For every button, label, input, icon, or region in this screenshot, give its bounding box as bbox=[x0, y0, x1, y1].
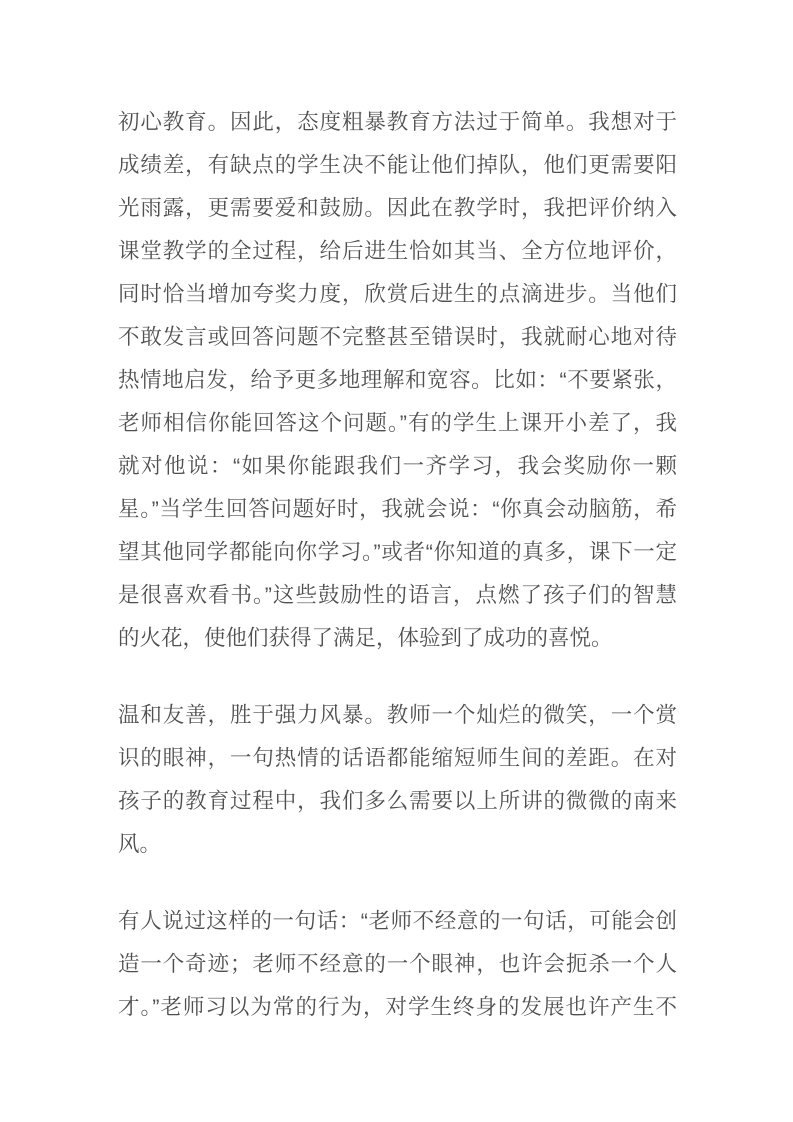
text-line: 不敢发言或回答问题不完整甚至错误时，我就耐心地对待 bbox=[118, 325, 677, 349]
text-line: 是很喜欢看书。”这些鼓励性的语言，点燃了孩子们的智慧 bbox=[118, 583, 677, 607]
text-line: 初心教育。因此，态度粗暴教育方法过于简单。我想对于 bbox=[118, 110, 677, 134]
text-line: 热情地启发，给予更多地理解和宽容。比如：“不要紧张， bbox=[118, 368, 677, 392]
text-line: 望其他同学都能向你学习。”或者“你知道的真多，课下一定 bbox=[118, 540, 677, 564]
text-line: 就对他说：“如果你能跟我们一齐学习，我会奖励你一颗 bbox=[118, 454, 677, 478]
text-line: 风。 bbox=[118, 832, 162, 856]
text-line: 星。”当学生回答问题好时，我就会说：“你真会动脑筋，希 bbox=[118, 497, 677, 521]
paragraph bbox=[118, 694, 677, 866]
text-line: 孩子的教育过程中，我们多么需要以上所讲的微微的南来 bbox=[118, 789, 677, 813]
text-line: 有人说过这样的一句话：“老师不经意的一句话，可能会创 bbox=[118, 909, 677, 933]
text-line: 课堂教学的全过程，给后进生恰如其当、全方位地评价， bbox=[118, 239, 677, 263]
text-line: 的火花，使他们获得了满足，体验到了成功的喜悦。 bbox=[118, 626, 613, 650]
text-line: 成绩差，有缺点的学生决不能让他们掉队，他们更需要阳 bbox=[118, 153, 677, 177]
text-line: 温和友善，胜于强力风暴。教师一个灿烂的微笑，一个赏 bbox=[118, 703, 677, 727]
text-line: 光雨露，更需要爱和鼓励。因此在教学时，我把评价纳入 bbox=[118, 196, 677, 220]
text-line: 才。”老师习以为常的行为，对学生终身的发展也许产生不 bbox=[118, 995, 677, 1019]
paragraph bbox=[118, 900, 677, 1029]
text-line: 造一个奇迹；老师不经意的一个眼神，也许会扼杀一个人 bbox=[118, 952, 677, 976]
paragraph bbox=[118, 101, 677, 660]
text-line: 识的眼神，一句热情的话语都能缩短师生间的差距。在对 bbox=[118, 746, 677, 770]
text-line: 同时恰当增加夸奖力度，欣赏后进生的点滴进步。当他们 bbox=[118, 282, 677, 306]
text-line: 老师相信你能回答这个问题。”有的学生上课开小差了，我 bbox=[118, 411, 677, 435]
